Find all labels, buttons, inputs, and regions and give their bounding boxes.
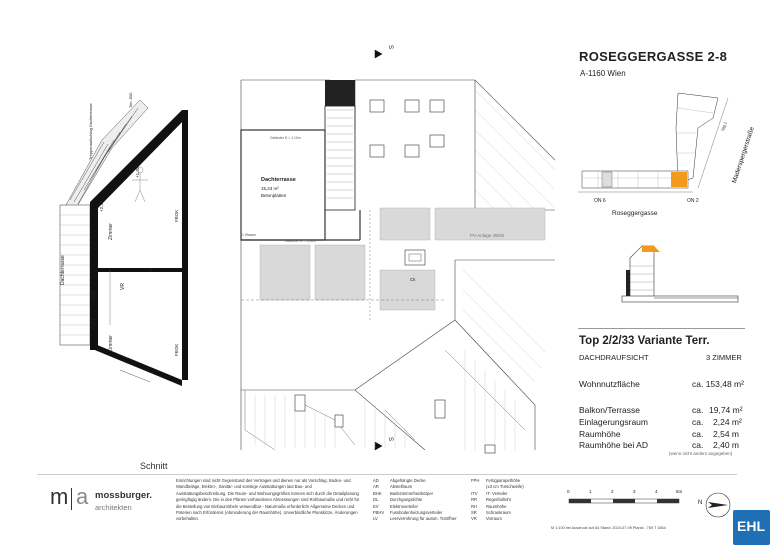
compass-label: N: [698, 500, 703, 506]
legend-key: FBHV: [373, 510, 385, 515]
logo-m: m: [50, 484, 69, 509]
site-label-stg: Stg 1: [720, 121, 728, 132]
ehl-logo: [733, 510, 770, 545]
section-ton-label: Ton. 800: [128, 92, 133, 108]
plan-north-label-bottom: S: [387, 436, 394, 442]
scale-tick: 2: [611, 489, 614, 494]
legend-value: Abgehängte Decke: [390, 478, 426, 483]
legend-key: ITV: [471, 490, 478, 496]
logo-divider: [71, 488, 72, 510]
plan-gelaender-2: Geländer H = 1,10m: [285, 239, 316, 243]
section-treppe-label: Treppenaufschlag Dachterrasse: [88, 103, 93, 160]
legend-value: IT- Verteiler: [486, 490, 508, 496]
scale-tick: 0: [567, 489, 570, 494]
legend-key: RH: [471, 503, 478, 509]
spec-ca: ca.: [692, 429, 704, 439]
legend-key: BHK: [373, 490, 382, 496]
disclaimer-text: Einrichtungen sind nicht Gegenstand des Vertrages und dienen nur als Vorschlag. Boden- und Wandbeläge, Elektro-, Sanitär- und sonstige Ausstattungen laut Bau- und Ausstattungsbeschreibung. Die Raum- und Wohnungsgrößen können sich durch die Detailplanung geringfügig ändern. Die in den Plänen vorhandenen Abmessungen sind Rohbaumaße und nicht für die Bestellung von Einbaumöbeln verwendbar - Naturmaße erforderlich! Allgemeine Decken und Poterien nach Erfordernis (Abminderung der Raumhöhe). Unverbindliche Planskizze, Änderungen vorbehalten.: [176, 478, 360, 522]
legend-key: VR: [471, 516, 477, 522]
legend-value: Durchgangslichte: [390, 497, 423, 503]
legend-key: DL: [373, 497, 379, 503]
spec-value: 19,74 m²: [709, 405, 743, 415]
legend-value: Abstellraum: [390, 484, 413, 490]
scale-tick: 5m: [676, 489, 683, 494]
section-height-3: +2,48: [91, 290, 96, 302]
legend-value: Fertigparapethöhe: [486, 478, 521, 483]
spec-value: 2,24 m²: [713, 417, 742, 427]
spec-label: Einlagerungsraum: [579, 417, 648, 427]
section-height-2: +2,17: [99, 200, 104, 212]
section-vr: VR: [120, 283, 126, 290]
section-dachterrasse-label: Dachterrasse: [60, 255, 66, 285]
legend-key: EV: [373, 503, 379, 509]
unit-rooms: 3 ZIMMER: [706, 353, 742, 362]
site-label-on2: ON 2: [687, 198, 699, 204]
logo-a: a: [76, 484, 89, 509]
legend-value: Raumhöhe: [486, 503, 507, 509]
plan-betonplatten: Betonplatten: [261, 193, 287, 198]
logo-sub: architekten: [95, 503, 132, 512]
spec-note: (wenn nicht anders angegeben): [669, 451, 733, 456]
spec-label: Balkon/Terrasse: [579, 405, 640, 415]
legend-value: Elektroverteiler: [390, 503, 418, 509]
divider-line: [578, 328, 745, 329]
scale-tick: 4: [655, 489, 658, 494]
section-label: Schnitt: [140, 461, 168, 471]
compass-icon: [703, 490, 733, 520]
plan-pv-label: PV-Anlage 45kW: [470, 233, 505, 238]
building-section-diagram: [620, 238, 740, 306]
unit-area-label: Wohnnutzfläche: [579, 379, 640, 389]
site-label-on6: ON 6: [594, 198, 606, 204]
plan-north-label-top: S: [387, 44, 394, 50]
section-zimmer-lower: Zimmer: [108, 335, 114, 352]
legend-value: Leerverrohrung für autom. Türöffner: [390, 516, 457, 522]
scale-tick: 3: [633, 489, 636, 494]
legend-key: LV: [373, 516, 378, 522]
plan-dim-label: 1 Wasser: [242, 233, 257, 237]
site-street-bottom: Roseggergasse: [612, 210, 658, 217]
unit-area-value: ca. 153,48 m²: [692, 379, 744, 389]
legend-key: FPH: [471, 478, 480, 483]
legend-value: Regenfallrohr: [486, 497, 512, 503]
section-fbok-value: 1: [150, 268, 153, 274]
spec-ca: ca.: [692, 417, 704, 427]
legend-value: Vorraum: [486, 516, 502, 522]
spec-ca: ca.: [692, 440, 704, 450]
plan-terrace-area: 15,23 m²: [261, 186, 279, 191]
project-title: ROSEGGERGASSE 2-8: [579, 49, 728, 64]
legend-key: RR: [471, 497, 478, 503]
spec-ca: ca.: [692, 405, 704, 415]
legend-value: (±3 cm Türschwelle): [486, 484, 524, 490]
site-plan-map: [578, 88, 738, 213]
legend-key: AD: [373, 478, 379, 483]
scale-bar: [568, 496, 688, 506]
spec-value: 2,40 m: [713, 440, 739, 450]
site-street-right: Maderspergerstraße: [731, 125, 756, 185]
unit-title: Top 2/2/33 Variante Terr.: [579, 335, 710, 347]
plan-ck-label: Ck: [410, 277, 416, 282]
section-fbok-upper: FBOK: [174, 209, 179, 222]
legend-column-1: [373, 478, 473, 538]
section-fbok-lower: FBOK: [174, 343, 179, 356]
spec-label: Raumhöhe bei AD: [579, 440, 648, 450]
legend-value: Badezimmerheizkörper: [390, 490, 434, 496]
footer-divider: [37, 474, 737, 475]
scale-note: M 1:100 bei Ausdruck auf A4 Stand: 2024-07-09 Planst.: 769 T 1664: [551, 526, 666, 530]
spec-label: Raumhöhe: [579, 429, 621, 439]
unit-view: DACHDRAUFSICHT: [579, 353, 649, 362]
spec-value: 2,54 m: [713, 429, 739, 439]
project-address: A-1160 Wien: [580, 69, 626, 78]
ehl-logo-text: EHL: [737, 518, 765, 534]
section-height-1: +1,32: [135, 166, 140, 178]
roof-plan-drawing: [235, 50, 555, 470]
legend-value: Schrankraum: [486, 510, 511, 515]
plan-gelaender-1: Geländer H = 1,10m: [270, 136, 301, 140]
section-zimmer-upper: Zimmer: [108, 223, 114, 240]
section-height-4: +2,54: [91, 318, 96, 330]
scale-tick: 1: [589, 489, 592, 494]
legend-key: SR: [471, 510, 477, 515]
legend-column-2: [471, 478, 551, 538]
plan-terrace-label: Dachterrasse: [261, 177, 296, 183]
legend-value: Fussbodenheizungsverteiler: [390, 510, 443, 515]
logo-name: mossburger.: [95, 490, 153, 501]
legend-key: AR: [373, 484, 379, 490]
